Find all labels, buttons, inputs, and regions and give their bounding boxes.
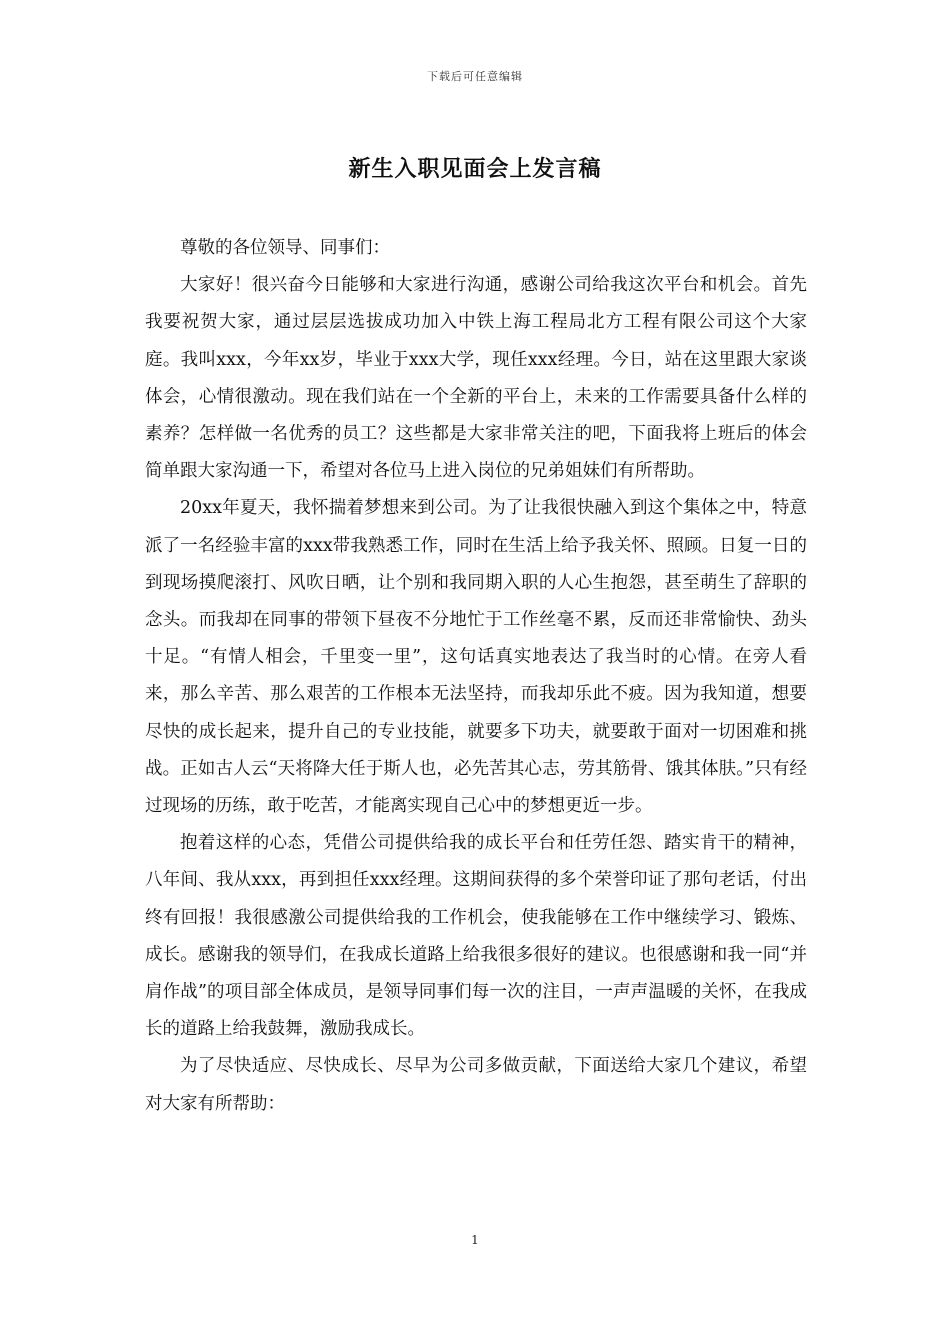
header-note: 下载后可任意编辑 <box>427 70 523 83</box>
body-paragraph: 抱着这样的心态，凭借公司提供给我的成长平台和任劳任怨、踏实肯干的精神，八年间、我从xxx，再到担任xxx经理。这期间获得的多个荣誉印证了那句老话，付出终有回报！我很感激公司提供给我的工作机会，使我能够在工作中继续学习、锻炼、成长。感谢我的领导们，在我成长道路上给我很多很好的建议。也很感谢和我一同“并肩作战”的项目部全体成员，是领导同事们每一次的注目，一声声温暖的关怀，在我成长的道路上给我鼓舞，激励我成长。 <box>145 833 807 1040</box>
page-number: 1 <box>471 1233 479 1247</box>
document-title: 新生入职见面会上发言稿 <box>348 156 602 182</box>
document-body <box>145 230 807 1123</box>
body-paragraph: 大家好！很兴奋今日能够和大家进行沟通，感谢公司给我这次平台和机会。首先我要祝贺大家，通过层层选拔成功加入中铁上海工程局北方工程有限公司这个大家庭。我叫xxx，今年xx岁，毕业于xxx大学，现任xxx经理。今日，站在这里跟大家谈体会，心情很激动。现在我们站在一个全新的平台上，未来的工作需要具备什么样的素养？怎样做一名优秀的员工？这些都是大家非常关注的吧，下面我将上班后的体会简单跟大家沟通一下，希望对各位马上进入岗位的兄弟姐妹们有所帮助。 <box>145 275 807 482</box>
salutation-paragraph: 尊敬的各位领导、同事们： <box>180 238 390 258</box>
body-paragraph: 为了尽快适应、尽快成长、尽早为公司多做贡献，下面送给大家几个建议，希望对大家有所帮助： <box>145 1056 807 1114</box>
body-paragraph: 20xx年夏天，我怀揣着梦想来到公司。为了让我很快融入到这个集体之中，特意派了一名经验丰富的xxx带我熟悉工作，同时在生活上给予我关怀、照顾。日复一日的到现场摸爬滚打、风吹日晒，让个别和我同期入职的人心生抱怨，甚至萌生了辞职的念头。而我却在同事的带领下昼夜不分地忙于工作丝毫不累，反而还非常愉快、劲头十足。“有情人相会，千里变一里”，这句话真实地表达了我当时的心情。在旁人看来，那么辛苦、那么艰苦的工作根本无法坚持，而我却乐此不疲。因为我知道，想要尽快的成长起来，提升自己的专业技能，就要多下功夫，就要敢于面对一切困难和挑战。正如古人云“天将降大任于斯人也，必先苦其心志，劳其筋骨、饿其体肤。”只有经过现场的历练，敢于吃苦，才能离实现自己心中的梦想更近一步。 <box>145 498 807 817</box>
